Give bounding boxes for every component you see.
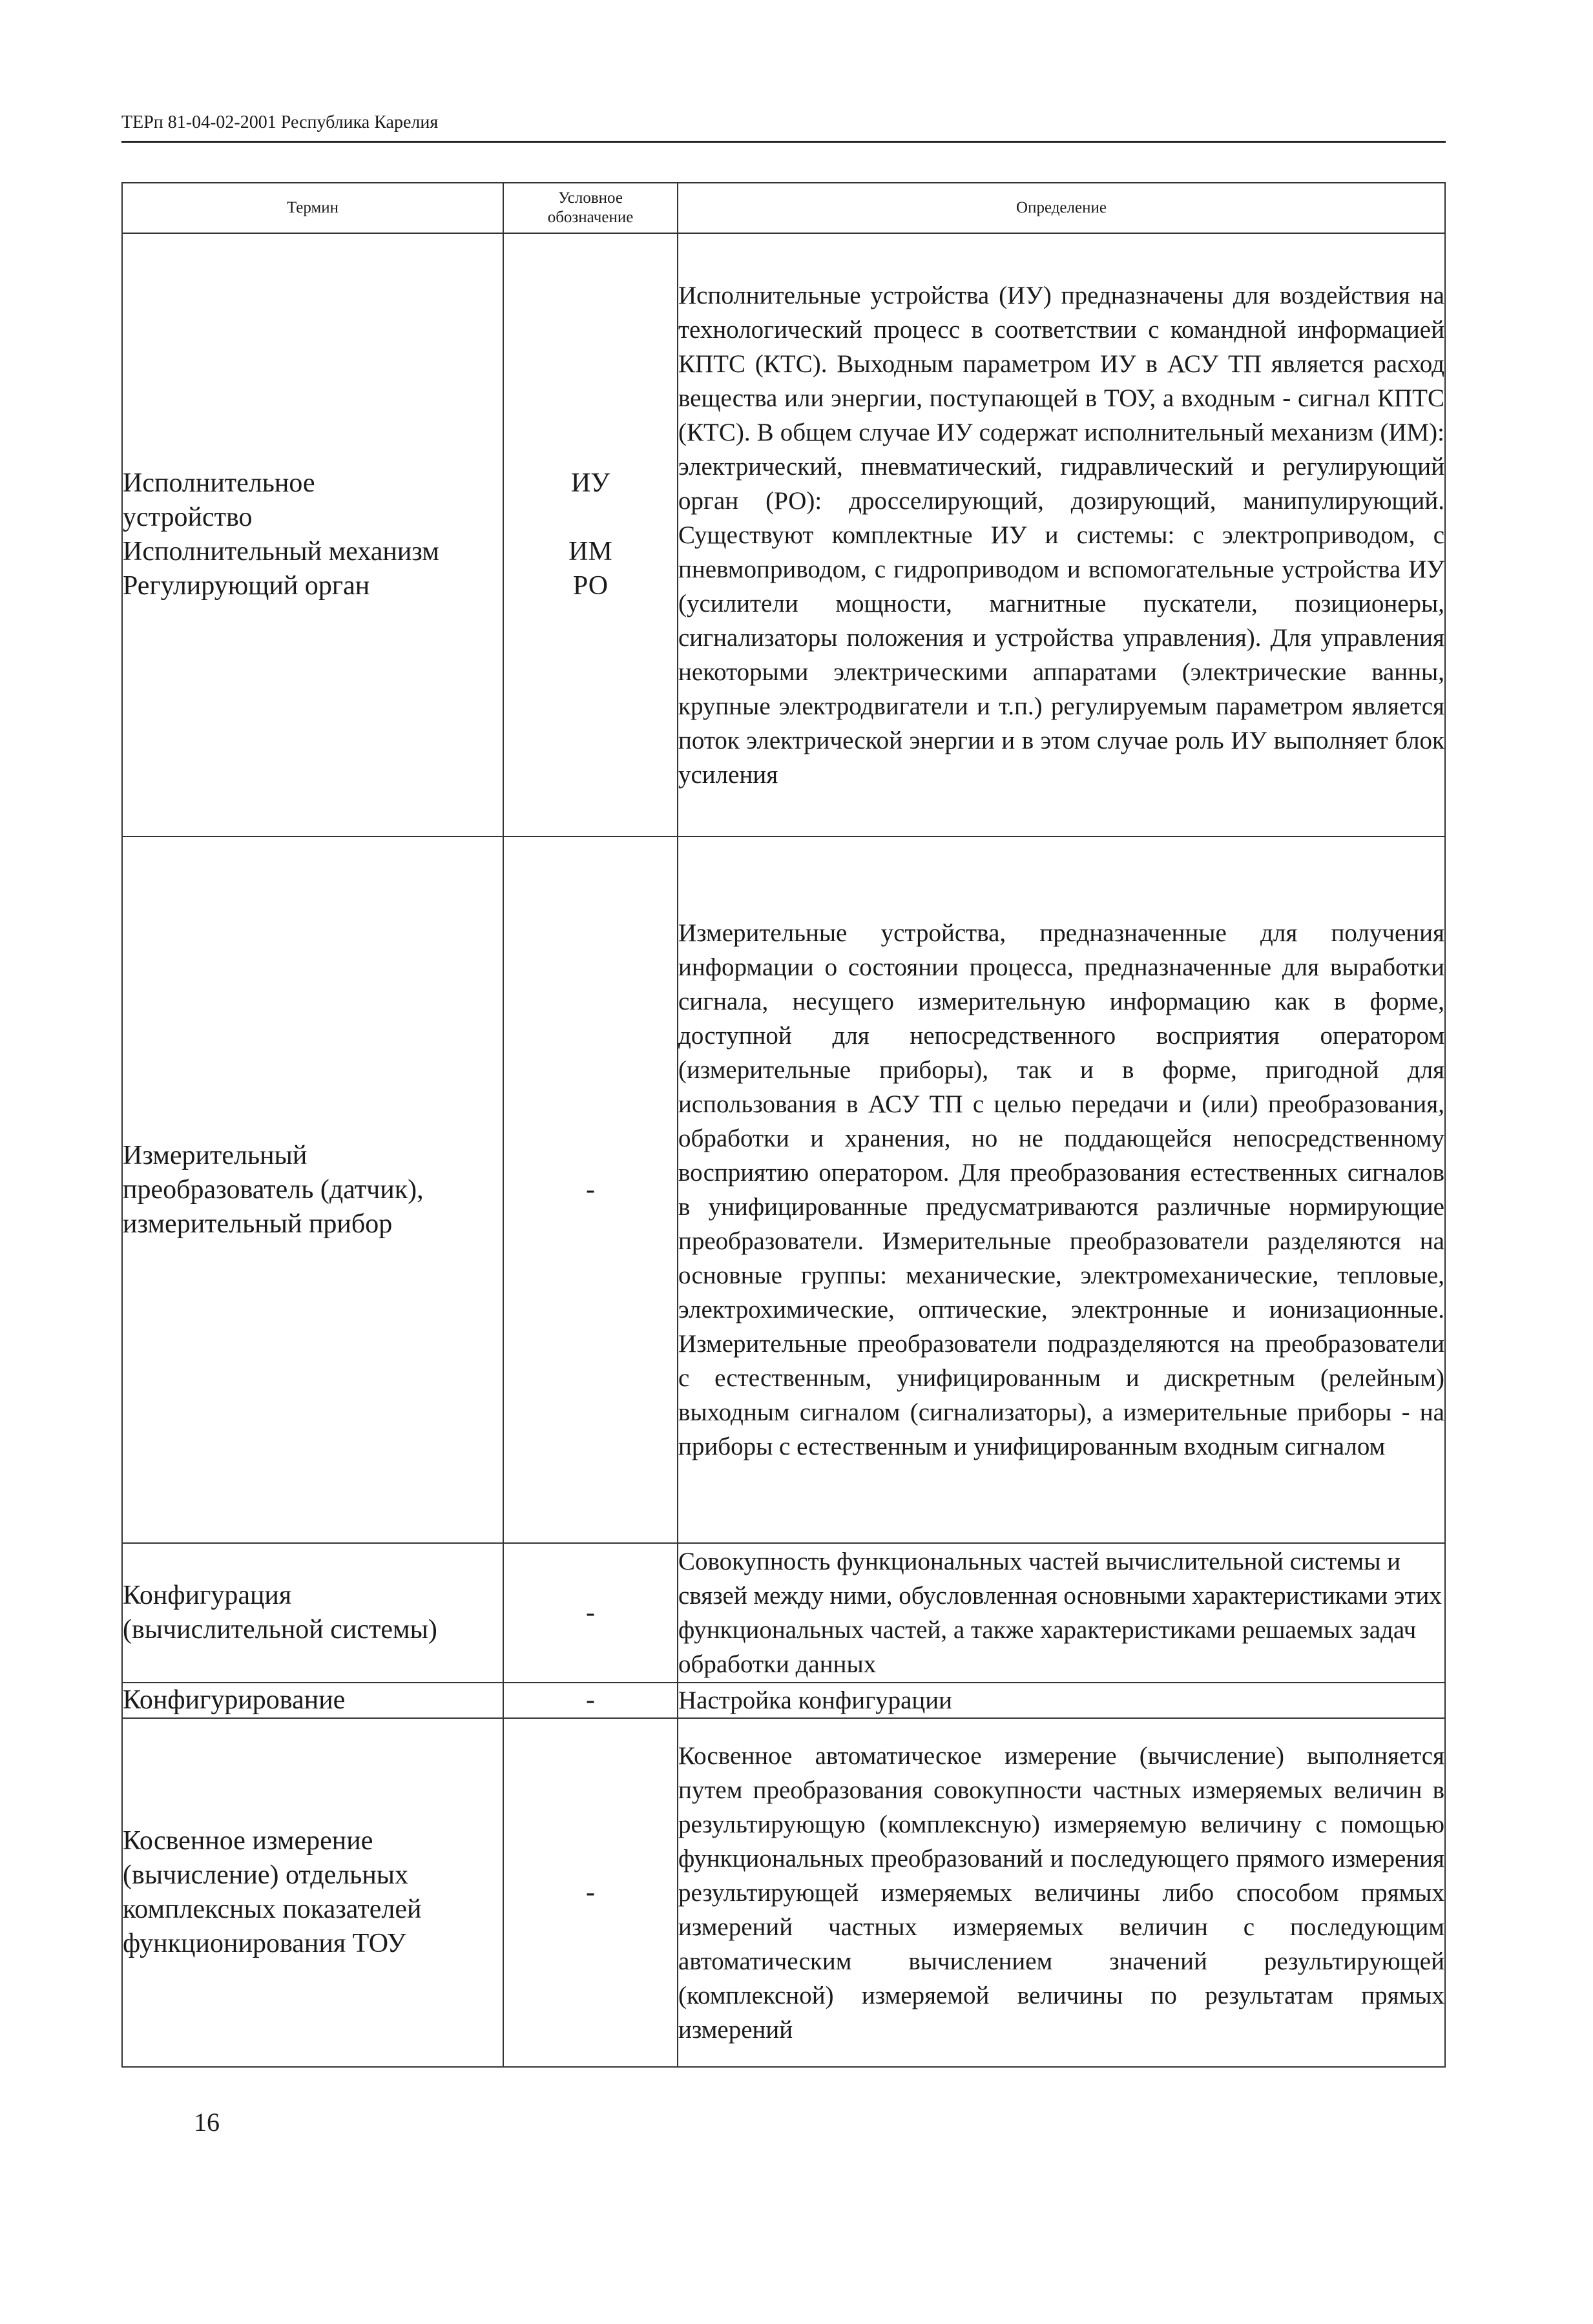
definition-cell: Исполнительные устройства (ИУ) предназначены для воздействия на технологический процесс в соответствии с командной информацией КПТС (КТС). Выходным параметром ИУ в АСУ ТП является расход вещества или энергии, поступающей в ТОУ, а входным - сигнал КПТС (КТС). В общем случае ИУ содержат исполнительный механизм (ИМ): электрический, пневматический, гидравлический и регулирующий орган (РО): дросселирующий, дозирующий, манипулирующий. Существуют комплектные ИУ и системы: с электроприводом, с пневмоприводом, с гидроприводом и вспомогательные устройства ИУ (усилители мощности, магнитные пускатели, позиционеры, сигнализаторы положения и устройства управления). Для управления некоторыми электрическими аппаратами (электрические ванны, крупные электродвигатели и т.п.) регулируемым параметром является поток электрической энергии и в этом случае роль ИУ выполняет блок усиления <box>678 233 1445 836</box>
term-cell <box>122 1543 503 1683</box>
term-line: преобразователь (датчик), <box>123 1174 424 1205</box>
term-line: Косвенное измерение <box>123 1826 373 1856</box>
abbr-line: РО <box>572 571 609 601</box>
column-header-abbr-line2: обозначение <box>547 209 634 226</box>
terms-table <box>121 182 1446 2068</box>
term-cell <box>122 1683 503 1718</box>
abbr-line: ИМ <box>568 537 612 566</box>
abbr-line: - <box>586 1174 595 1205</box>
term-line: Исполнительное <box>123 468 315 498</box>
column-header-term: Термин <box>122 183 503 233</box>
table-row <box>122 836 1445 1543</box>
term-line: измерительный прибор <box>123 1209 393 1239</box>
table-header-row <box>122 183 1445 233</box>
abbr-cell <box>503 836 678 1543</box>
term-line: Исполнительный механизм <box>123 537 439 566</box>
table-row <box>122 233 1445 836</box>
header-rule <box>121 141 1446 143</box>
column-header-abbr <box>503 183 678 233</box>
page-number: 16 <box>194 2108 220 2137</box>
column-header-abbr-line1: Условное <box>558 189 623 207</box>
abbr-cell <box>503 1718 678 2067</box>
table-row <box>122 1718 1445 2067</box>
table-row <box>122 1543 1445 1683</box>
table-row <box>122 1683 1445 1718</box>
term-cell <box>122 233 503 836</box>
abbr-line: - <box>586 1685 595 1715</box>
abbr-cell <box>503 1543 678 1683</box>
abbr-line <box>504 501 677 535</box>
term-line: (вычисление) отдельных <box>123 1860 409 1890</box>
term-line: Конфигурирование <box>123 1685 346 1715</box>
term-cell <box>122 1718 503 2067</box>
term-line: устройство <box>123 503 253 532</box>
term-line: Измерительный <box>123 1140 307 1170</box>
abbr-line: ИУ <box>570 468 610 498</box>
term-line: Конфигурация <box>123 1581 292 1610</box>
definition-cell: Измерительные устройства, предназначенные для получения информации о состоянии процесса, предназначенные для выработки сигнала, несущего измерительную информацию как в форме, доступной для непосредственного восприятия оператором (измерительные приборы), так и в форме, пригодной для использования в АСУ ТП с целью передачи и (или) преобразования, обработки и хранения, но не поддающейся непосредственному восприятию оператором. Для преобразования естественных сигналов в унифицированные предусматриваются различные нормирующие преобразователи. Измерительные преобразователи разделяются на основные группы: механические, электромеханические, тепловые, электрохимические, оптические, электронные и ионизационные. Измерительные преобразователи подразделяются на преобразователи с естественным, унифицированным и дискретным (релейным) выходным сигналом (сигнализаторы), а измерительные приборы - на приборы с естественным и унифицированным входным сигналом <box>678 836 1445 1543</box>
abbr-line: - <box>586 1877 595 1907</box>
term-line: (вычислительной системы) <box>123 1615 437 1644</box>
abbr-cell <box>503 233 678 836</box>
abbr-cell <box>503 1683 678 1718</box>
column-header-definition: Определение <box>678 183 1445 233</box>
term-line: комплексных показателей <box>123 1894 422 1924</box>
definition-cell: Настройка конфигурации <box>678 1683 1445 1718</box>
definition-cell: Совокупность функциональных частей вычислительной системы и связей между ними, обусловленная основными характеристиками этих функциональных частей, а также характеристиками решаемых задач обработки данных <box>678 1543 1445 1683</box>
term-line: функционирования ТОУ <box>123 1929 406 1958</box>
term-cell <box>122 836 503 1543</box>
term-line: Регулирующий орган <box>123 571 370 601</box>
abbr-line: - <box>586 1597 595 1628</box>
page-header: ТЕРп 81-04-02-2001 Республика Карелия <box>121 112 439 132</box>
definition-cell: Косвенное автоматическое измерение (вычисление) выполняется путем преобразования совокупности частных измеряемых величин в результирующую (комплексную) измеряемую величину с помощью функциональных преобразований и последующего прямого измерения результирующей измеряемых величины либо способом прямых измерений частных измеряемых величин с последующим автоматическим вычислением значений результирующей (комплексной) измеряемой величины по результатам прямых измерений <box>678 1718 1445 2067</box>
